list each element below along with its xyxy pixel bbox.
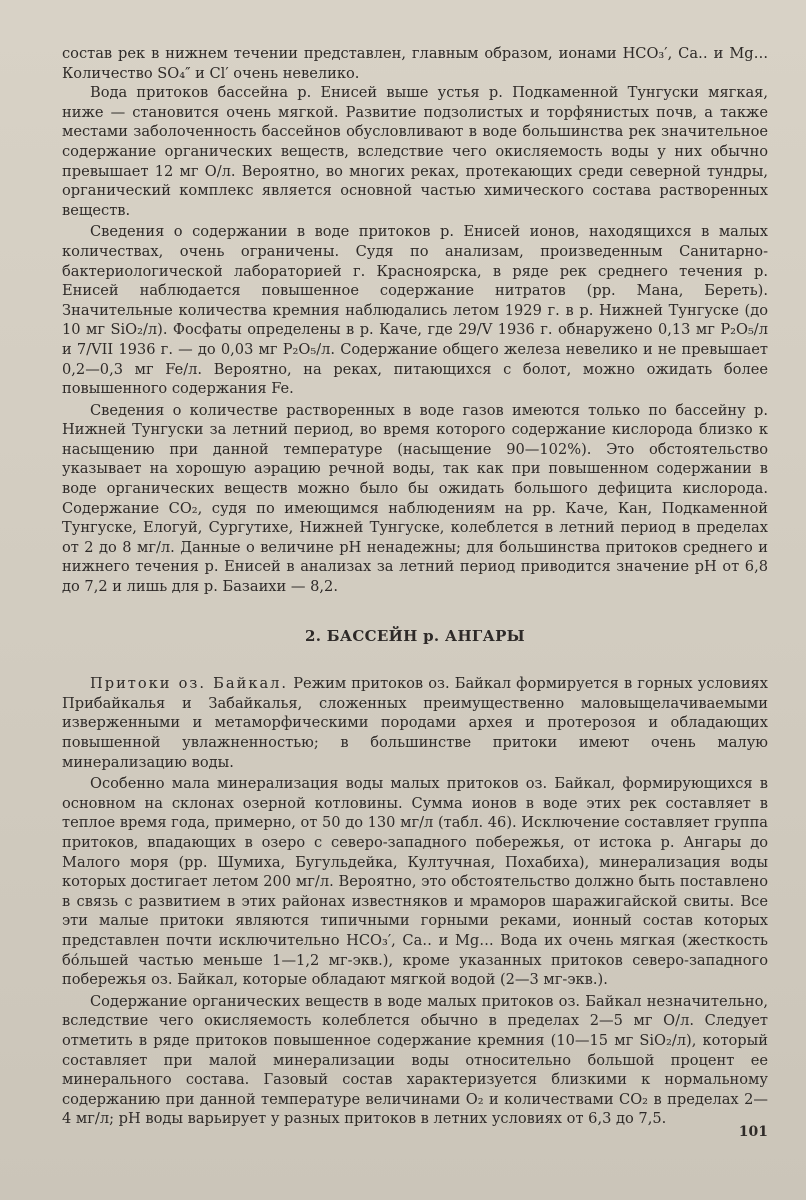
paragraph-lead [62,674,768,772]
paragraph-continued: состав рек в нижнем течении представлен, главным образом, ионами HCO₃′, Ca‥ и Mg‥. Количество SO₄″ и Cl′ очень невелико. [62,45,768,82]
page-number: 101 [738,1124,768,1140]
paragraph: Содержание органических веществ в воде малых притоков оз. Байкал незначительно, вследствие чего окисляемость колеблется обычно в пределах 2—5 мг О/л. Следует отметить в ряде притоков повышенное содержание кремния (10—15 мг SiO₂/л), который составляет при малой минерализации воды относительно большой процент ее минерального состава. Газовый состав характеризуется близкими к нормальному содержанию при данной температуре величинами O₂ и количествами CO₂ в пределах 2—4 мг/л; pH воды варьирует у разных притоков в летних условиях от 6,3 до 7,5. [62,992,768,1128]
body-text [62,44,768,1129]
paragraph-lead-text: Режим притоков оз. Байкал формируется в горных условиях Прибайкалья и Забайкалья, сложенных преимущественно маловыщелачиваемыми изверженными и метаморфическими породами архея и протерозоя и обладающих повышенной увлажненностью; в большинстве притоки имеют очень малую минерализацию воды. [62,675,768,771]
paragraph: Сведения о содержании в воде притоков р. Енисей ионов, находящихся в малых количествах, очень ограничены. Судя по анализам, произведенным Санитарно-бактериологической лабораторией г. Красноярска, в ряде рек среднего течения р. Енисей наблюдается повышенное содержание нитратов (рр. Мана, Береть). Значительные количества кремния наблюдались летом 1929 г. в р. Нижней Тунгуске (до 10 мг SiO₂/л). Фосфаты определены в р. Каче, где 29/V 1936 г. обнаружено 0,13 мг P₂O₅/л и 7/VII 1936 г. — до 0,03 мг P₂O₅/л. Содержание общего железа невелико и не превышает 0,2—0,3 мг Fe/л. Вероятно, на реках, питающихся с болот, можно ожидать более повышенного содержания Fe. [62,223,768,398]
paragraph-run-in-heading: Притоки оз. Байкал. [90,675,289,693]
section-heading: 2. БАССЕЙН р. АНГАРЫ [305,626,525,645]
paragraph: Особенно мала минерализация воды малых притоков оз. Байкал, формирующихся в основном на склонах озерной котловины. Сумма ионов в воде этих рек составляет в теплое время года, примерно, от 50 до 130 мг/л (табл. 46). Исключение составляет группа притоков, впадающих в озеро с северо-западного побережья, от истока р. Ангары до Малого моря (рр. Шумиха, Бугульдейка, Култучная, Похабиха), минерализация воды которых достигает летом 200 мг/л. Вероятно, это обстоятельство должно быть поставлено в связь с развитием в этих районах известняков и мраморов шаражигайской свиты. Все эти малые притоки являются типичными горными реками, ионный состав которых представлен почти исключительно HCO₃′, Ca‥ и Mg‥. Вода их очень мягкая (жесткость бо́льшей частью меньше 1—1,2 мг-экв.), кроме указанных притоков северо-западного побережья оз. Байкал, которые обладают мягкой водой (2—3 мг-экв.). [62,775,768,989]
paragraph: Вода притоков бассейна р. Енисей выше устья р. Подкаменной Тунгуски мягкая, ниже — становится очень мягкой. Развитие подзолистых и торфянистых почв, а также местами заболоченность бассейнов обусловливают в воде большинства рек значительное содержание органических веществ, вследствие чего окисляемость воды у них обычно превышает 12 мг О/л. Вероятно, во многих реках, протекающих среди северной тундры, органический комплекс является основной частью химического состава растворенных веществ. [62,84,768,219]
paragraph: Сведения о количестве растворенных в воде газов имеются только по бассейну р. Нижней Тунгуски за летний период, во время которого содержание кислорода близко к насыщению при данной температуре (насыщение 90—102%). Это обстоятельство указывает на хорошую аэрацию речной воды, так как при повышенном содержании в воде органических веществ можно было бы ожидать большого дефицита кислорода. Содержание CO₂, судя по имеющимся наблюдениям на рр. Каче, Кан, Подкаменной Тунгуске, Елогуй, Сургутихе, Нижней Тунгуске, колеблется в летний период в пределах от 2 до 8 мг/л. Данные о величине pH ненадежны; для большинства притоков среднего и нижнего течения р. Енисей в анализах за летний период приводится значение pH от 6,8 до 7,2 и лишь для р. Базаихи — 8,2. [62,401,768,596]
